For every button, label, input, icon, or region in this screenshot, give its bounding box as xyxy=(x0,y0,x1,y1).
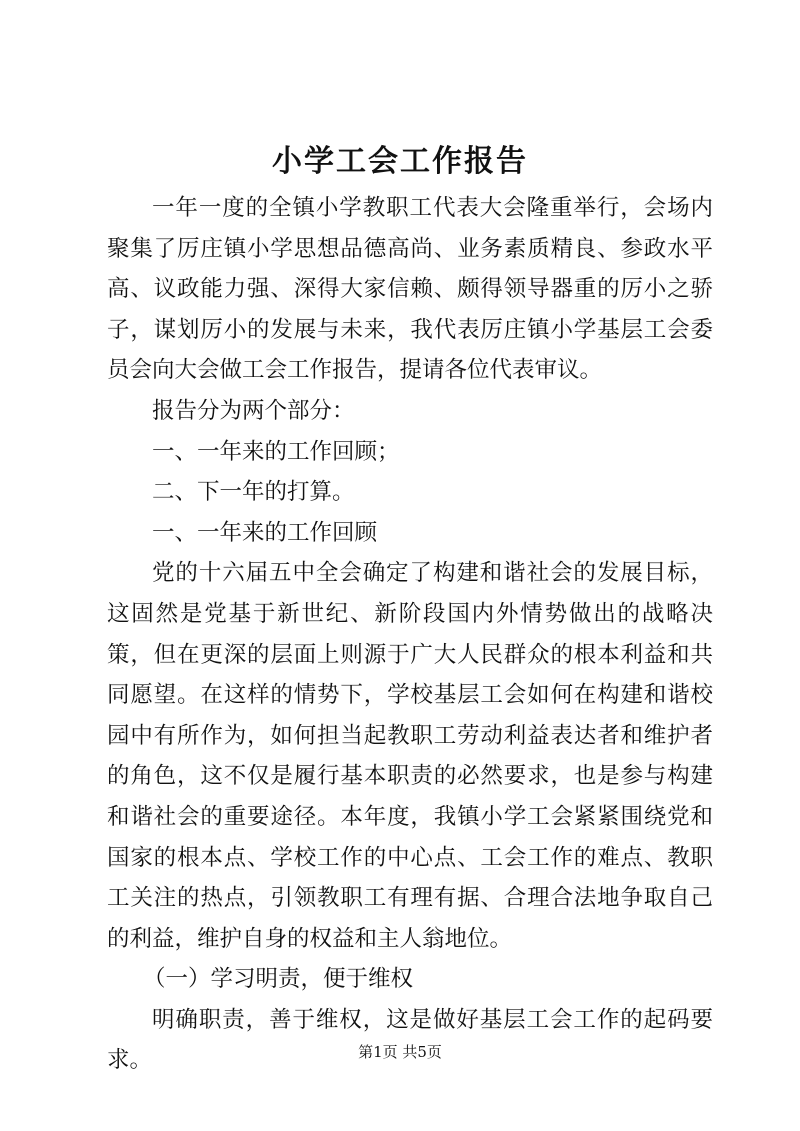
document-body xyxy=(107,188,713,1081)
section-heading-review: 一、一年来的工作回顾 xyxy=(152,519,378,546)
paragraph-intro: 一年一度的全镇小学教职工代表大会隆重举行，会场内聚集了厉庄镇小学思想品德高尚、业务素质精良、参政水平高、议政能力强、深得大家信赖、颇得领导器重的厉小之骄子，谋划厉小的发展与未来，我代表厉庄镇小学基层工会委员会向大会做工会工作报告，提请各位代表审议。 xyxy=(107,195,713,384)
paragraph-outline: 报告分为两个部分： xyxy=(152,397,355,424)
paragraph-outline-item-2: 二、下一年的打算。 xyxy=(152,479,355,506)
subsection-heading-1: （一）学习明责，便于维权 xyxy=(143,966,414,993)
paragraph-review-body: 党的十六届五中全会确定了构建和谐社会的发展目标，这固然是党基于新世纪、新阶段国内外情势做出的战略决策，但在更深的层面上则源于广大人民群众的根本利益和共同愿望。在这样的情势下，学校基层工会如何在构建和谐校园中有所作为，如何担当起教职工劳动利益表达者和维护者的角色，这不仅是履行基本职责的必然要求，也是参与构建和谐社会的重要途径。本年度，我镇小学工会紧紧围绕党和国家的根本点、学校工作的中心点、工会工作的难点、教职工关注的热点，引领教职工有理有据、合理合法地争取自己的利益，维护自身的权益和主人翁地位。 xyxy=(107,560,713,952)
paragraph-subsection-1: 明确职责，善于维权，这是做好基层工会工作的起码要求。 xyxy=(107,1006,713,1074)
document-title: 小学工会工作报告 xyxy=(272,144,528,179)
page-footer: 第1页 共5页 xyxy=(358,1043,442,1061)
paragraph-outline-item-1: 一、一年来的工作回顾； xyxy=(152,438,400,465)
